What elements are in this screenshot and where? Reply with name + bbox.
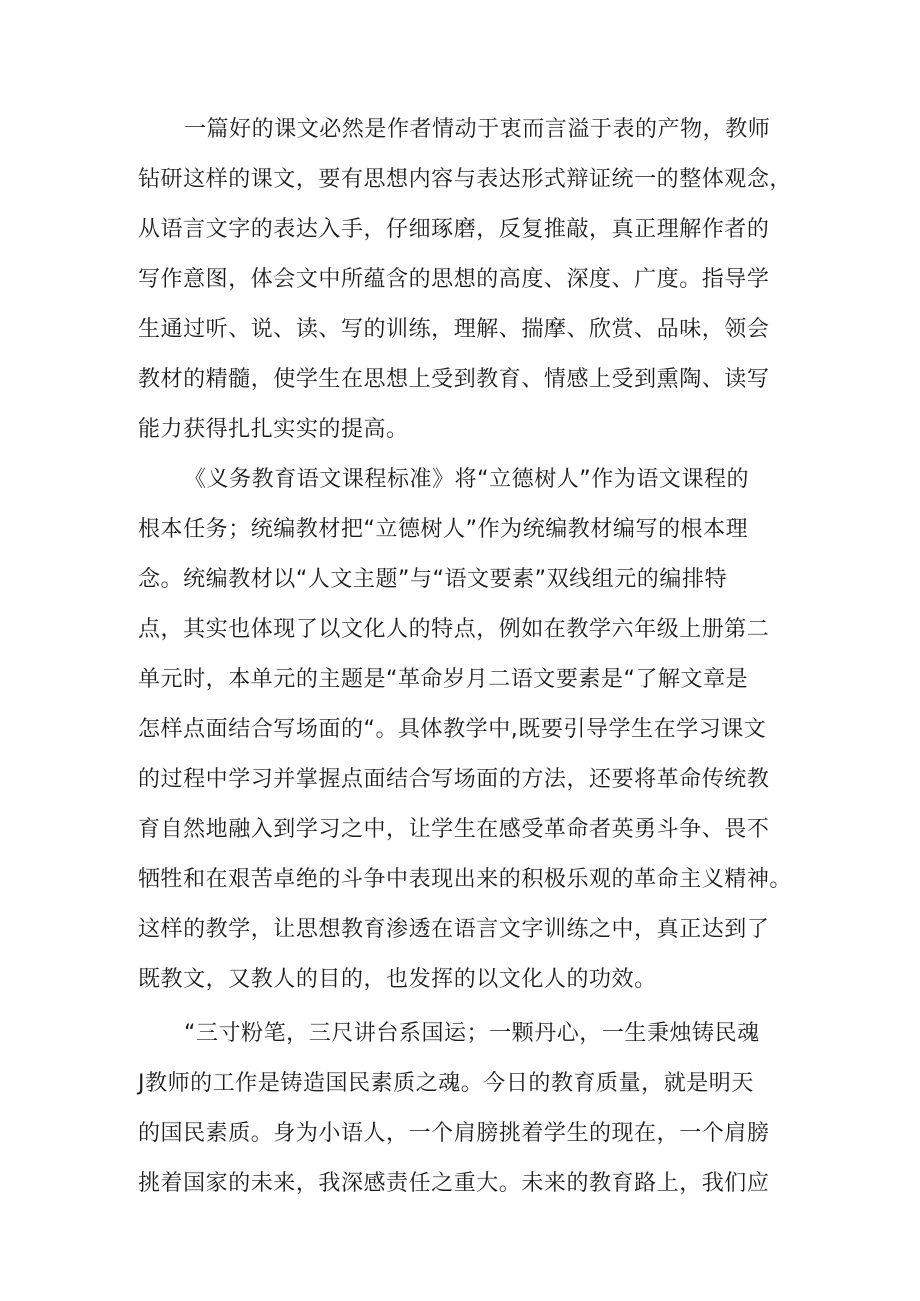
paragraph-2-line-9: 牺牲和在艰苦卓绝的斗争中表现出来的积极乐观的革命主义精神。 (138, 867, 792, 892)
paragraph-2-line-1: 《义务教育语文课程标准》将“立德树人”作为语文课程的 (184, 467, 750, 492)
paragraph-3-line-3: 的国民素质。身为小语人，一个肩膀挑着学生的现在，一个肩膀 (138, 1121, 770, 1146)
paragraph-1-line-2: 钻研这样的课文，要有思想内容与表达形式辩证统一的整体观念， (138, 167, 792, 192)
paragraph-3-line-1: “三寸粉笔，三尺讲台系国运；一颗丹心，一生秉烛铸民魂 (184, 1021, 760, 1046)
paragraph-2-line-3: 念。统编教材以“人文主题”与“语文要素”双线组元的编排特 (138, 567, 727, 592)
paragraph-2-line-6: 怎样点面结合写场面的“。具体教学中,既要引导学生在学习课文 (138, 717, 767, 742)
paragraph-2-line-2: 根本任务；统编教材把“立德树人”作为统编教材编写的根本理 (138, 517, 749, 542)
paragraph-1-line-1: 一篇好的课文必然是作者情动于衷而言溢于表的产物，教师 (184, 117, 771, 142)
paragraph-2-line-5: 单元时，本单元的主题是“革命岁月二语文要素是“了解文章是 (138, 667, 749, 692)
paragraph-1-line-4: 写作意图，体会文中所蕴含的思想的高度、深度、广度。指导学 (138, 267, 770, 292)
paragraph-2-line-10: 这样的教学，让思想教育渗透在语言文字训练之中，真正达到了 (138, 917, 770, 942)
paragraph-2-line-8: 育自然地融入到学习之中，让学生在感受革命者英勇斗争、畏不 (138, 817, 770, 842)
paragraph-1-line-5: 生通过听、说、读、写的训练，理解、揣摩、欣赏、品味，领会 (138, 317, 770, 342)
paragraph-2-line-11: 既教文，又教人的目的，也发挥的以文化人的功效。 (138, 967, 657, 992)
paragraph-3-line-2: J教师的工作是铸造国民素质之魂。今日的教育质量，就是明天 (138, 1071, 754, 1096)
paragraph-1-line-7: 能力获得扎扎实实的提高。 (138, 417, 409, 442)
paragraph-2-line-4: 点，其实也体现了以文化人的特点，例如在教学六年级上册第二 (138, 617, 770, 642)
paragraph-1-line-3: 从语言文字的表达入手，仔细琢磨，反复推敲，真正理解作者的 (138, 217, 770, 242)
paragraph-2-line-7: 的过程中学习并掌握点面结合写场面的方法，还要将革命传统教 (138, 767, 770, 792)
paragraph-3-line-4: 挑着国家的未来，我深感责任之重大。未来的教育路上，我们应 (138, 1171, 770, 1196)
paragraph-1-line-6: 教材的精髓，使学生在思想上受到教育、情感上受到熏陶、读写 (138, 367, 770, 392)
